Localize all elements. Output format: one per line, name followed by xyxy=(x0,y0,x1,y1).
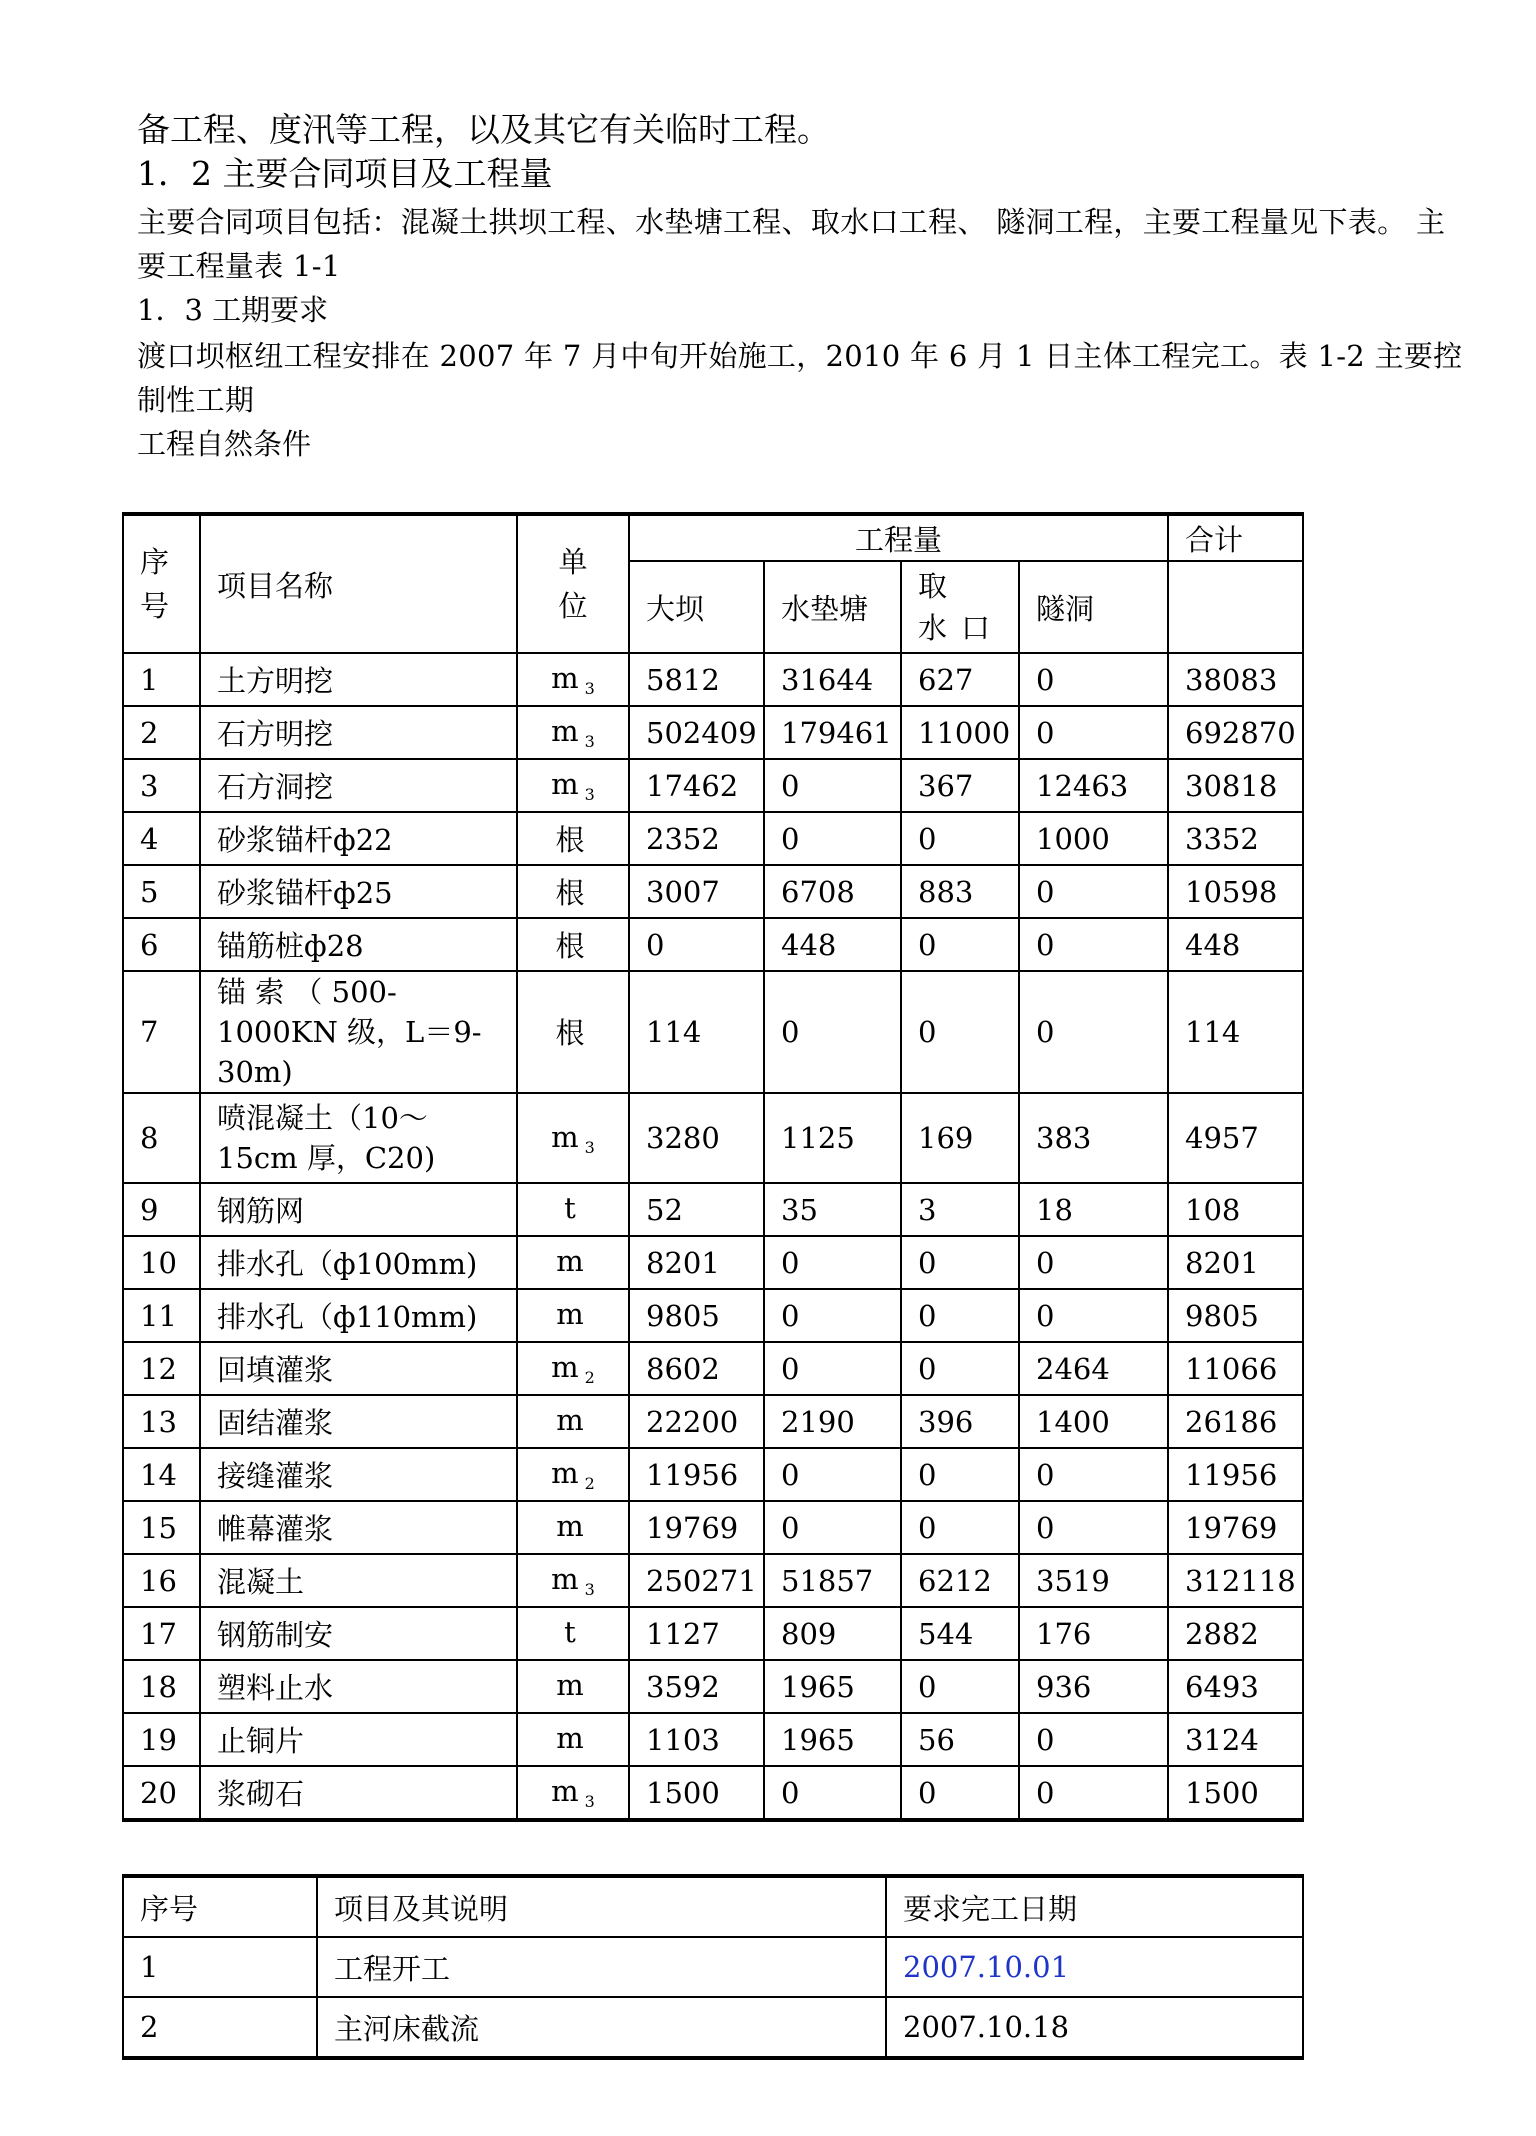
cell-intake: 3 xyxy=(901,1183,1019,1236)
cell-seq: 15 xyxy=(123,1501,200,1554)
cell-seq: 18 xyxy=(123,1660,200,1713)
cell-seq: 1 xyxy=(123,653,200,706)
unit-exponent: 3 xyxy=(584,1792,595,1811)
cell-tunnel: 2464 xyxy=(1019,1342,1168,1395)
cell-tunnel: 0 xyxy=(1019,1713,1168,1766)
cell-dam: 11956 xyxy=(629,1448,764,1501)
cell-plunge-pool: 0 xyxy=(764,1448,901,1501)
cell-tunnel: 0 xyxy=(1019,1501,1168,1554)
cell-intake: 0 xyxy=(901,812,1019,865)
cell-item-name: 排水孔（ф110mm) xyxy=(200,1289,517,1342)
cell-dam: 1500 xyxy=(629,1766,764,1820)
cell-seq: 13 xyxy=(123,1395,200,1448)
cell-plunge-pool: 1965 xyxy=(764,1713,901,1766)
cell-tunnel: 0 xyxy=(1019,706,1168,759)
cell-tunnel: 176 xyxy=(1019,1607,1168,1660)
cell-plunge-pool: 0 xyxy=(764,1342,901,1395)
header-total-empty xyxy=(1168,561,1303,653)
table-row xyxy=(123,1660,1303,1713)
table-row xyxy=(123,1448,1303,1501)
header-item-description: 项目及其说明 xyxy=(317,1876,886,1937)
cell-plunge-pool: 31644 xyxy=(764,653,901,706)
cell-dam: 114 xyxy=(629,971,764,1093)
unit-exponent: 3 xyxy=(584,679,595,698)
cell-item-description: 主河床截流 xyxy=(317,1997,886,2058)
cell-total: 9805 xyxy=(1168,1289,1303,1342)
cell-item-name: 止铜片 xyxy=(200,1713,517,1766)
cell-dam: 9805 xyxy=(629,1289,764,1342)
table-row xyxy=(123,971,1303,1093)
cell-seq: 8 xyxy=(123,1093,200,1183)
cell-total: 26186 xyxy=(1168,1395,1303,1448)
cell-dam: 0 xyxy=(629,918,764,971)
cell-unit: 根 xyxy=(517,918,629,971)
cell-item-name: 浆砌石 xyxy=(200,1766,517,1820)
cell-total: 6493 xyxy=(1168,1660,1303,1713)
cell-total: 19769 xyxy=(1168,1501,1303,1554)
header-unit: 单位 xyxy=(517,514,629,653)
cell-unit: m xyxy=(517,1395,629,1448)
header-required-date: 要求完工日期 xyxy=(886,1876,1303,1937)
header-intake: 取 水口 xyxy=(901,561,1019,653)
cell-total: 11956 xyxy=(1168,1448,1303,1501)
cell-unit: m $_3$ xyxy=(517,759,629,812)
cell-item-name: 回填灌浆 xyxy=(200,1342,517,1395)
cell-required-date: 2007.10.01 xyxy=(886,1937,1303,1997)
cell-total: 3124 xyxy=(1168,1713,1303,1766)
cell-plunge-pool: 1125 xyxy=(764,1093,901,1183)
cell-plunge-pool: 35 xyxy=(764,1183,901,1236)
cell-tunnel: 0 xyxy=(1019,865,1168,918)
cell-seq: 3 xyxy=(123,759,200,812)
cell-unit: m $_3$ xyxy=(517,1093,629,1183)
unit-exponent: 2 xyxy=(584,1368,595,1387)
cell-plunge-pool: 809 xyxy=(764,1607,901,1660)
cell-intake: 6212 xyxy=(901,1554,1019,1607)
table-row xyxy=(123,1713,1303,1766)
cell-plunge-pool: 6708 xyxy=(764,865,901,918)
table-row xyxy=(123,759,1303,812)
section-heading-1-3: 1．3 工期要求 xyxy=(137,293,329,327)
cell-intake: 169 xyxy=(901,1093,1019,1183)
cell-dam: 8602 xyxy=(629,1342,764,1395)
cell-unit: m xyxy=(517,1289,629,1342)
table-row xyxy=(123,1554,1303,1607)
cell-dam: 2352 xyxy=(629,812,764,865)
cell-tunnel: 0 xyxy=(1019,918,1168,971)
cell-total: 4957 xyxy=(1168,1093,1303,1183)
cell-dam: 22200 xyxy=(629,1395,764,1448)
cell-intake: 627 xyxy=(901,653,1019,706)
cell-seq: 11 xyxy=(123,1289,200,1342)
cell-seq: 2 xyxy=(123,1997,317,2058)
cell-seq: 2 xyxy=(123,706,200,759)
schedule-table xyxy=(122,1874,1304,2060)
cell-plunge-pool: 2190 xyxy=(764,1395,901,1448)
cell-unit: m xyxy=(517,1501,629,1554)
cell-seq: 5 xyxy=(123,865,200,918)
cell-plunge-pool: 0 xyxy=(764,1289,901,1342)
cell-dam: 1127 xyxy=(629,1607,764,1660)
cell-tunnel: 0 xyxy=(1019,1236,1168,1289)
paragraph-schedule: 渡口坝枢纽工程安排在 2007 年 7 月中旬开始施工，2010 年 6 月 1 日主体工程完工。表 1-2 主要控制性工期 xyxy=(137,339,1463,417)
cell-seq: 1 xyxy=(123,1937,317,1997)
cell-total: 108 xyxy=(1168,1183,1303,1236)
section-heading-1-2: 1．2 主要合同项目及工程量 xyxy=(137,154,553,193)
table-row xyxy=(123,653,1303,706)
cell-unit: m $_3$ xyxy=(517,1766,629,1820)
cell-total: 38083 xyxy=(1168,653,1303,706)
cell-unit: 根 xyxy=(517,971,629,1093)
unit-exponent: 3 xyxy=(584,732,595,751)
cell-total: 11066 xyxy=(1168,1342,1303,1395)
cell-total: 1500 xyxy=(1168,1766,1303,1820)
cell-plunge-pool: 448 xyxy=(764,918,901,971)
cell-item-name: 固结灌浆 xyxy=(200,1395,517,1448)
cell-dam: 502409 xyxy=(629,706,764,759)
cell-item-name: 石方洞挖 xyxy=(200,759,517,812)
cell-unit: t xyxy=(517,1183,629,1236)
cell-plunge-pool: 51857 xyxy=(764,1554,901,1607)
cell-total: 2882 xyxy=(1168,1607,1303,1660)
cell-tunnel: 0 xyxy=(1019,971,1168,1093)
cell-plunge-pool: 0 xyxy=(764,759,901,812)
cell-dam: 8201 xyxy=(629,1236,764,1289)
cell-total: 692870 xyxy=(1168,706,1303,759)
cell-tunnel: 0 xyxy=(1019,1766,1168,1820)
cell-unit: m $_2$ xyxy=(517,1342,629,1395)
section-heading-natural-conditions: 工程自然条件 xyxy=(137,427,312,461)
cell-intake: 0 xyxy=(901,1289,1019,1342)
cell-dam: 1103 xyxy=(629,1713,764,1766)
cell-tunnel: 18 xyxy=(1019,1183,1168,1236)
cell-intake: 0 xyxy=(901,1236,1019,1289)
cell-item-name: 排水孔（ф100mm) xyxy=(200,1236,517,1289)
cell-unit: m $_2$ xyxy=(517,1448,629,1501)
paragraph-intro: 备工程、度汛等工程，以及其它有关临时工程。 xyxy=(137,110,830,149)
header-tunnel: 隧洞 xyxy=(1019,561,1168,653)
cell-item-name: 钢筋网 xyxy=(200,1183,517,1236)
cell-dam: 17462 xyxy=(629,759,764,812)
cell-seq: 7 xyxy=(123,971,200,1093)
cell-item-name: 锚 索 （ 500-1000KN 级，L＝9-30m) xyxy=(200,971,517,1093)
cell-unit: m xyxy=(517,1660,629,1713)
cell-seq: 16 xyxy=(123,1554,200,1607)
cell-seq: 4 xyxy=(123,812,200,865)
cell-total: 114 xyxy=(1168,971,1303,1093)
cell-unit: m $_3$ xyxy=(517,653,629,706)
cell-tunnel: 1400 xyxy=(1019,1395,1168,1448)
cell-intake: 0 xyxy=(901,1342,1019,1395)
cell-intake: 0 xyxy=(901,1501,1019,1554)
cell-item-name: 混凝土 xyxy=(200,1554,517,1607)
cell-seq: 19 xyxy=(123,1713,200,1766)
quantity-table xyxy=(122,512,1304,1822)
cell-plunge-pool: 0 xyxy=(764,1766,901,1820)
cell-dam: 3280 xyxy=(629,1093,764,1183)
cell-tunnel: 12463 xyxy=(1019,759,1168,812)
cell-plunge-pool: 1965 xyxy=(764,1660,901,1713)
table-row xyxy=(123,1501,1303,1554)
cell-item-name: 塑料止水 xyxy=(200,1660,517,1713)
cell-item-name: 砂浆锚杆ф22 xyxy=(200,812,517,865)
paragraph-contract-items: 主要合同项目包括：混凝土拱坝工程、水垫塘工程、取水口工程、 隧洞工程，主要工程量见下表。 主要工程量表 1-1 xyxy=(137,205,1446,283)
cell-intake: 0 xyxy=(901,918,1019,971)
cell-intake: 11000 xyxy=(901,706,1019,759)
cell-seq: 12 xyxy=(123,1342,200,1395)
table-row xyxy=(123,918,1303,971)
cell-item-name: 帷幕灌浆 xyxy=(200,1501,517,1554)
cell-total: 30818 xyxy=(1168,759,1303,812)
table-row xyxy=(123,1342,1303,1395)
cell-tunnel: 0 xyxy=(1019,1448,1168,1501)
cell-tunnel: 0 xyxy=(1019,1289,1168,1342)
cell-item-name: 喷混凝土（10～15cm 厚，C20) xyxy=(200,1093,517,1183)
header-seq: 序号 xyxy=(123,514,200,653)
cell-plunge-pool: 179461 xyxy=(764,706,901,759)
cell-total: 448 xyxy=(1168,918,1303,971)
cell-intake: 0 xyxy=(901,1766,1019,1820)
cell-tunnel: 0 xyxy=(1019,653,1168,706)
unit-exponent: 3 xyxy=(584,1580,595,1599)
table-row xyxy=(123,1236,1303,1289)
table-row xyxy=(123,706,1303,759)
table-row xyxy=(123,1997,1303,2058)
table-row xyxy=(123,812,1303,865)
cell-plunge-pool: 0 xyxy=(764,1501,901,1554)
table-row xyxy=(123,865,1303,918)
cell-total: 10598 xyxy=(1168,865,1303,918)
cell-item-name: 土方明挖 xyxy=(200,653,517,706)
header-item-name: 项目名称 xyxy=(200,514,517,653)
cell-total: 8201 xyxy=(1168,1236,1303,1289)
cell-seq: 10 xyxy=(123,1236,200,1289)
cell-plunge-pool: 0 xyxy=(764,812,901,865)
cell-unit: t xyxy=(517,1607,629,1660)
table-row xyxy=(123,1093,1303,1183)
cell-unit: 根 xyxy=(517,812,629,865)
cell-item-name: 砂浆锚杆ф25 xyxy=(200,865,517,918)
cell-total: 312118 xyxy=(1168,1554,1303,1607)
cell-unit: m $_3$ xyxy=(517,1554,629,1607)
cell-seq: 6 xyxy=(123,918,200,971)
header-plunge-pool: 水垫塘 xyxy=(764,561,901,653)
header-dam: 大坝 xyxy=(629,561,764,653)
cell-tunnel: 1000 xyxy=(1019,812,1168,865)
unit-exponent: 2 xyxy=(584,1474,595,1493)
header-quantity: 工程量 xyxy=(629,514,1168,561)
table-row xyxy=(123,1395,1303,1448)
cell-intake: 56 xyxy=(901,1713,1019,1766)
cell-seq: 20 xyxy=(123,1766,200,1820)
cell-tunnel: 936 xyxy=(1019,1660,1168,1713)
cell-dam: 52 xyxy=(629,1183,764,1236)
cell-dam: 5812 xyxy=(629,653,764,706)
unit-exponent: 3 xyxy=(584,785,595,804)
cell-unit: m xyxy=(517,1713,629,1766)
cell-item-description: 工程开工 xyxy=(317,1937,886,1997)
cell-dam: 3592 xyxy=(629,1660,764,1713)
cell-item-name: 钢筋制安 xyxy=(200,1607,517,1660)
cell-seq: 14 xyxy=(123,1448,200,1501)
cell-intake: 0 xyxy=(901,1660,1019,1713)
cell-unit: 根 xyxy=(517,865,629,918)
table-row xyxy=(123,1766,1303,1820)
cell-tunnel: 383 xyxy=(1019,1093,1168,1183)
cell-item-name: 锚筋桩ф28 xyxy=(200,918,517,971)
cell-dam: 3007 xyxy=(629,865,764,918)
cell-item-name: 石方明挖 xyxy=(200,706,517,759)
header-total: 合计 xyxy=(1168,514,1303,561)
cell-tunnel: 3519 xyxy=(1019,1554,1168,1607)
cell-seq: 17 xyxy=(123,1607,200,1660)
cell-seq: 9 xyxy=(123,1183,200,1236)
cell-unit: m $_3$ xyxy=(517,706,629,759)
cell-plunge-pool: 0 xyxy=(764,1236,901,1289)
cell-intake: 544 xyxy=(901,1607,1019,1660)
cell-intake: 883 xyxy=(901,865,1019,918)
header-seq: 序号 xyxy=(123,1876,317,1937)
cell-intake: 0 xyxy=(901,1448,1019,1501)
cell-intake: 396 xyxy=(901,1395,1019,1448)
cell-plunge-pool: 0 xyxy=(764,971,901,1093)
table-row xyxy=(123,1289,1303,1342)
cell-intake: 367 xyxy=(901,759,1019,812)
cell-required-date: 2007.10.18 xyxy=(886,1997,1303,2058)
unit-exponent: 3 xyxy=(584,1137,595,1157)
cell-unit: m xyxy=(517,1236,629,1289)
cell-intake: 0 xyxy=(901,971,1019,1093)
table-row xyxy=(123,1937,1303,1997)
cell-item-name: 接缝灌浆 xyxy=(200,1448,517,1501)
cell-dam: 19769 xyxy=(629,1501,764,1554)
cell-total: 3352 xyxy=(1168,812,1303,865)
table-row xyxy=(123,1183,1303,1236)
cell-dam: 250271 xyxy=(629,1554,764,1607)
table-row xyxy=(123,1607,1303,1660)
